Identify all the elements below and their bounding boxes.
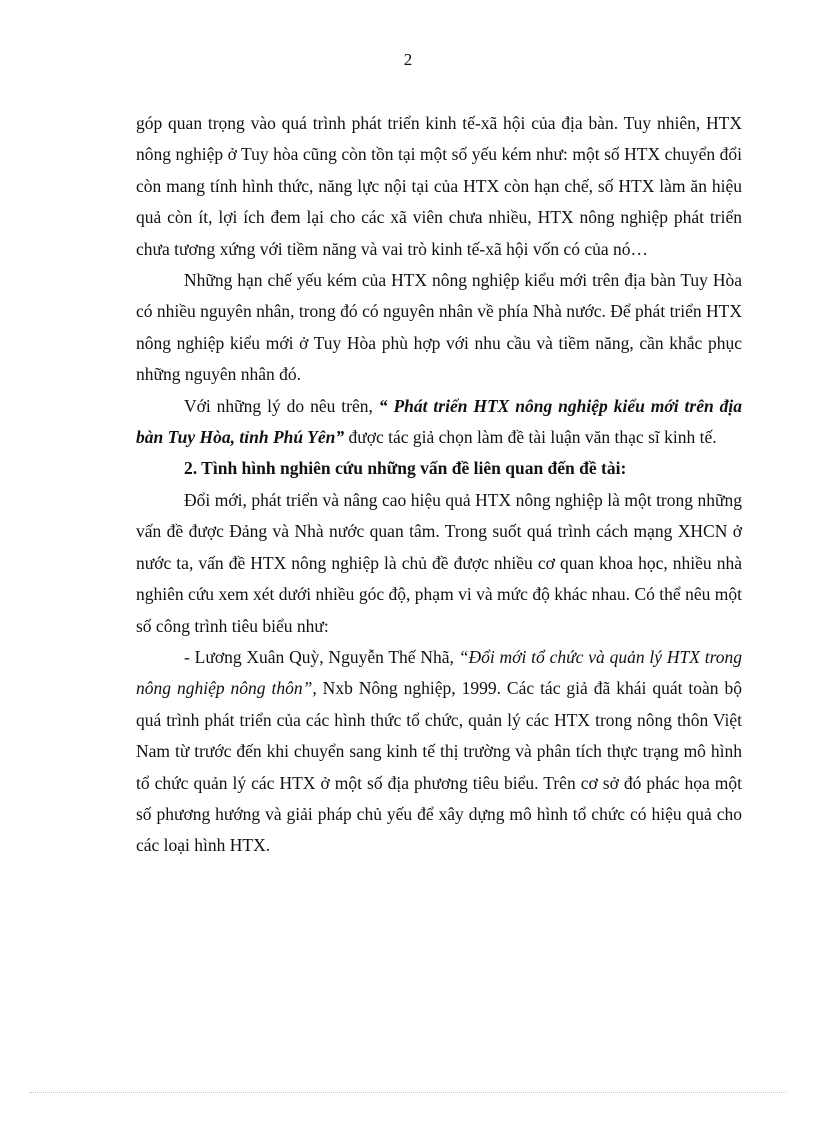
paragraph-3-prefix: Với những lý do nêu trên, [184,395,379,416]
paragraph-5 [136,642,742,862]
cited-work-title: “Đổi mới tổ chức và quản lý HTX trong nông nghiệp nông thôn”, [136,646,742,699]
paragraph-3-suffix: được tác giả chọn làm đề tài luận văn thạc sĩ kinh tế. [344,427,717,448]
paragraph-4: Đổi mới, phát triển và nâng cao hiệu quả HTX nông nghiệp là một trong những vấn đề được Đảng và Nhà nước quan tâm. Trong suốt quá trình cách mạng XHCN ở nước ta, vấn đề HTX nông nghiệp là chủ đề được nhiều cơ quan khoa học, nhiều nhà nghiên cứu xem xét dưới nhiều góc độ, phạm vi và mức độ khác nhau. Có thể nêu một số công trình tiêu biểu như: [136,489,742,636]
section-heading-2: 2. Tình hình nghiên cứu những vấn đề liên quan đến đề tài: [184,458,627,479]
paragraph-5-suffix: Nxb Nông nghiệp, 1999. Các tác giả đã khái quát toàn bộ quá trình phát triển của các hình thức tổ chức, quản lý các HTX trong nông thôn Việt Nam từ trước đến khi chuyển sang kinh tế thị trường và phân tích thực trạng mô hình tổ chức quản lý các HTX ở một số địa phương tiêu biểu. Trên cơ sở đó phác họa một số phương hướng và giải pháp chủ yếu để xây dựng mô hình tổ chức có hiệu quả cho các loại hình HTX. [136,678,742,856]
page-bottom-divider [30,1092,786,1093]
paragraph-5-prefix: - Lương Xuân Quỳ, Nguyễn Thế Nhã, [184,646,459,667]
paragraph-3 [136,391,742,454]
page-number: 2 [403,50,413,69]
thesis-title: “ Phát triển HTX nông nghiệp kiểu mới trên địa bàn Tuy Hòa, tỉnh Phú Yên” [136,395,742,448]
paragraph-1: góp quan trọng vào quá trình phát triển kinh tế-xã hội của địa bàn. Tuy nhiên, HTX nông nghiệp ở Tuy hòa cũng còn tồn tại một số yếu kém như: một số HTX chuyển đổi còn mang tính hình thức, năng lực nội tại của HTX còn hạn chế, số HTX làm ăn hiệu quả còn ít, lợi ích đem lại cho các xã viên chưa nhiều, HTX nông nghiệp phát triển chưa tương xứng với tiềm năng và vai trò kinh tế-xã hội vốn có của nó… [136,113,742,259]
paragraph-2: Những hạn chế yếu kém của HTX nông nghiệp kiểu mới trên địa bàn Tuy Hòa có nhiều nguyên nhân, trong đó có nguyên nhân về phía Nhà nước. Để phát triển HTX nông nghiệp kiểu mới ở Tuy Hòa phù hợp với nhu cầu và tiềm năng, cần khắc phục những nguyên nhân đó. [136,270,742,385]
document-body [136,108,742,862]
